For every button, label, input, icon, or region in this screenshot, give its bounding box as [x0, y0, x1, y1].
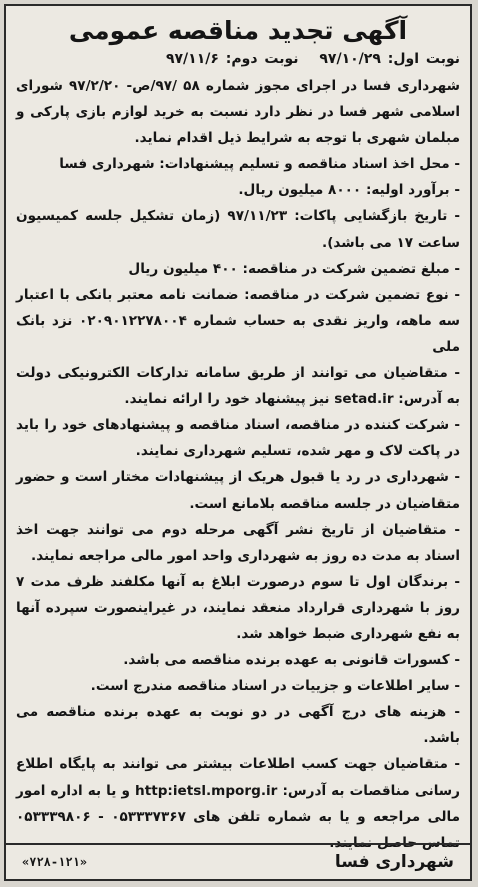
paragraph-opening-date: - تاریخ بازگشایی پاکات: ۹۷/۱۱/۲۳ (زمان تشکیل جلسه کمیسیون ساعت ۱۷ می باشد).	[16, 208, 460, 251]
footer-code: «۷۲۸-۱۲۱»	[22, 855, 88, 869]
paragraph-guarantee-type: - نوع تضمین شرکت در مناقصه: ضمانت نامه معتبر بانکی با اعتبار سه ماهه، واریز نقدی به حساب شماره ۰۲۰۹۰۱۲۲۷۸۰۰۴ نزد بانک ملی	[16, 286, 461, 355]
paragraph-details: - سایر اطلاعات و جزییات در اسناد مناقصه مندرج است.	[90, 678, 460, 695]
turn-second: نوبت دوم: ۹۷/۱۱/۶	[165, 51, 299, 67]
paragraph-estimate: - برآورد اولیه: ۸۰۰۰ میلیون ریال.	[238, 182, 460, 199]
publication-turns	[16, 51, 460, 67]
footer-organization: شهرداری فسا	[334, 852, 454, 872]
paragraph-sealed-envelope: - شرکت کننده در مناقصه، اسناد مناقصه و پیشنهادهای خود را باید در پاکت لاک و مهر شده، تسلیم شهرداری نمایند.	[16, 417, 460, 460]
paragraph-deductions: - کسورات قانونی به عهده برنده مناقصه می باشد.	[123, 652, 460, 669]
ad-body	[16, 73, 460, 856]
ad-title: آگهی تجدید مناقصه عمومی	[68, 16, 408, 45]
paragraph-documents: - متقاضیان از تاریخ نشر آگهی مرحله دوم می توانند جهت اخذ اسناد به مدت ده روز به شهرداری واحد امور مالی مراجعه نمایند.	[16, 521, 460, 564]
paragraph-guarantee-amount: - مبلغ تضمین شرکت در مناقصه: ۴۰۰ میلیون ریال	[128, 260, 460, 277]
paragraph-setad: - متقاضیان می توانند از طریق سامانه تدارکات الکترونیکی دولت به آدرس: setad.ir نیز پیشنهاد خود را ارائه نمایند.	[16, 365, 460, 408]
paragraph-rights: - شهرداری در رد یا قبول هریک از پیشنهادات مختار است و حضور متقاضیان در جلسه مناقصه بلامانع است.	[16, 469, 460, 512]
paragraph-contact: - متقاضیان جهت کسب اطلاعات بیشتر می توانند به پایگاه اطلاع رسانی مناقصات به آدرس: http:ietsl.mporg.ir و یا به اداره امور مالی مراجعه و یا به شماره تلفن های ۰۵۳۳۳۷۳۶۷ - ۰۵۳۳۳۹۸۰۶ تماس حاصل نمایند.	[16, 756, 460, 851]
advertisement-card	[4, 4, 472, 881]
paragraph-intro: شهرداری فسا در اجرای مجوز شماره ۵۸ /۹۷/ص- ۹۷/۲/۲۰ شورای اسلامی شهر فسا در نظر دارد نسبت به خرید لوازم بازی پارکی و مبلمان شهری با توجه به شرایط ذیل اقدام نماید.	[16, 78, 460, 147]
paragraph-ad-costs: - هزینه های درج آگهی در دو نوبت به عهده برنده مناقصه می باشد.	[16, 704, 460, 747]
ad-footer	[6, 843, 470, 879]
turn-first: نوبت اول: ۹۷/۱۰/۲۹	[319, 51, 460, 67]
paragraph-location: - محل اخذ اسناد مناقصه و تسلیم پیشنهادات: شهرداری فسا	[59, 156, 460, 173]
paragraph-winners: - برندگان اول تا سوم درصورت ابلاغ به آنها مکلفند ظرف مدت ۷ روز با شهرداری قرارداد منعقد نمایند، در غیراینصورت سپرده آنها به نفع شهرداری ضبط خواهد شد.	[16, 573, 460, 642]
